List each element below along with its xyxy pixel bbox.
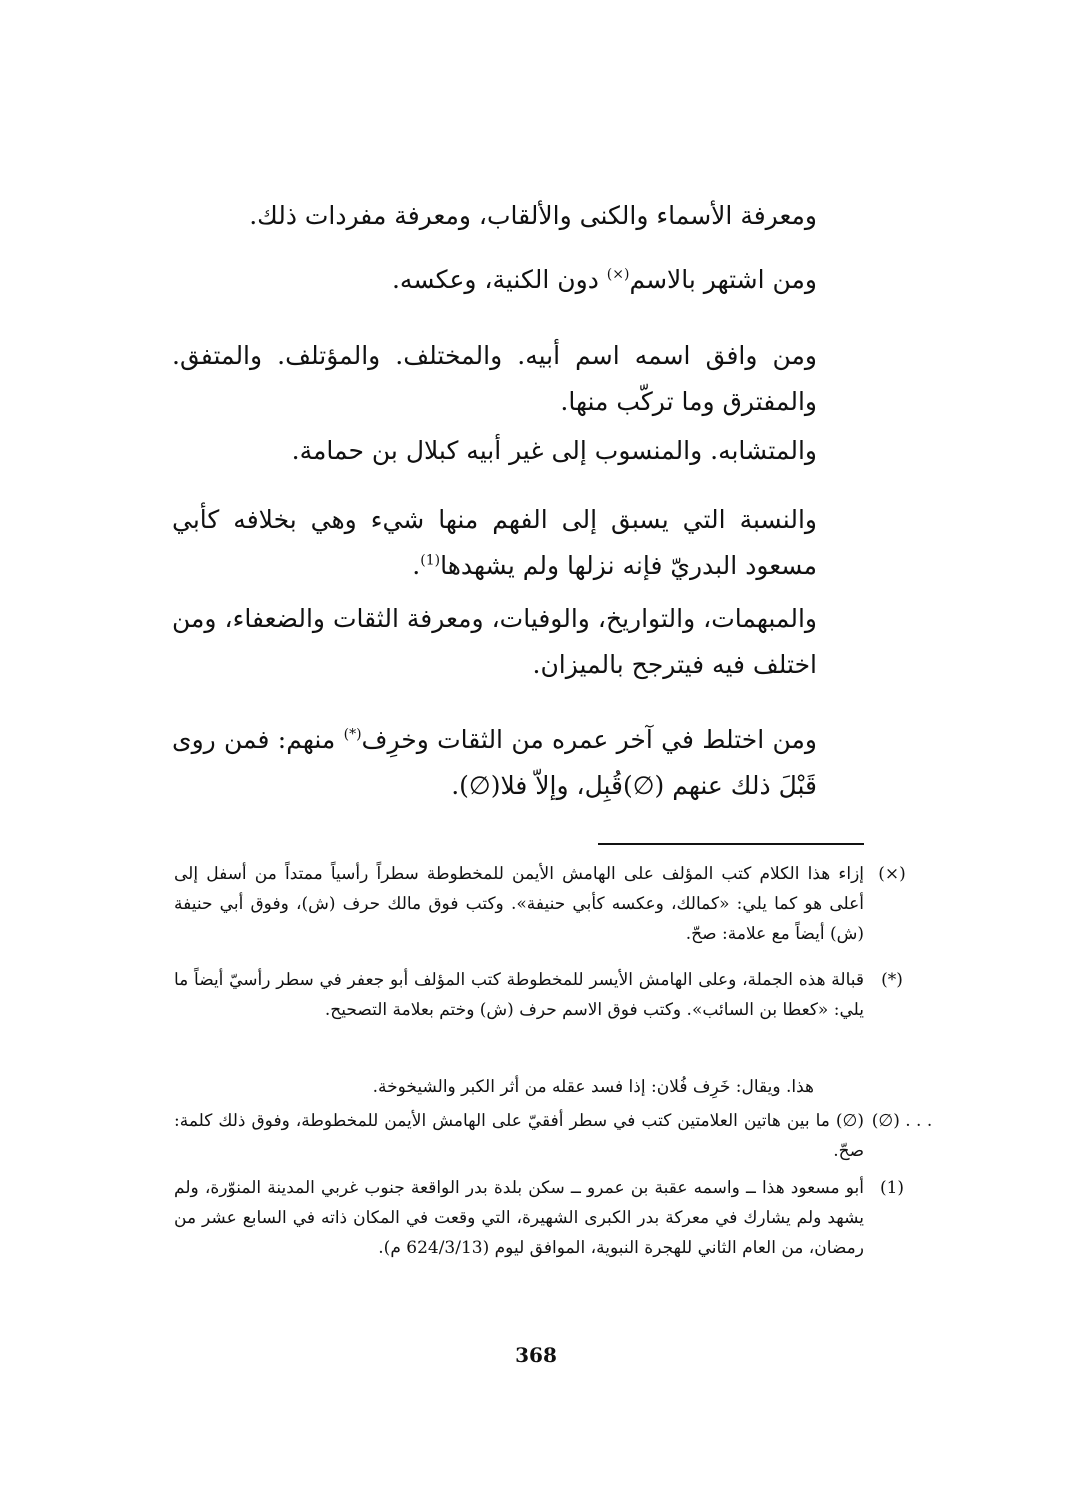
footnote-marker: (×)	[878, 864, 906, 884]
main-paragraph-agreement-text: ومن وافق اسمه اسم أبيه. والمختلف. والمؤتلف. والمتفق. والمفترق وما تركّب منها.	[172, 341, 817, 416]
main-line-fame-before: ومن اشتهر بالاسم	[629, 265, 817, 294]
main-paragraph-confused-before: ومن اختلط في آخر عمره من الثقات وخرِف	[361, 725, 817, 754]
footnote-marker: (*)	[881, 970, 903, 990]
main-paragraph-lineage-text	[172, 497, 860, 589]
main-paragraph-ambiguous	[172, 596, 860, 688]
footnote-separator	[598, 843, 864, 845]
main-line-similar: والمتشابه. والمنسوب إلى غير أبيه كبلال بن حمامة.	[291, 436, 817, 465]
main-paragraph-lineage-before: والنسبة التي يسبق إلى الفهم منها شيء وهي بخلافه كأبي مسعود البدريّ فإنه نزلها ولم يشهدها	[172, 505, 817, 580]
page-number: 368	[515, 1343, 557, 1367]
main-paragraph-agreement	[172, 333, 860, 425]
main-paragraph-ambiguous-text: والمبهمات، والتواريخ، والوفيات، ومعرفة الثقات والضعفاء، ومن اختلف فيه فيترجح بالميزان.	[172, 604, 817, 679]
main-paragraph-lineage-after: .	[412, 551, 421, 580]
footnote-1	[174, 1173, 905, 1263]
footnote-text: أبو مسعود هذا ــ واسمه عقبة بن عمرو ــ سكن بلدة بدر الواقعة جنوب غربي المدينة المنوّرة، ولم يشهد ولم يشارك في معركة بدر الكبرى الشهيرة، التي وقعت في المكان ذاته في السابع عشر من رمضان، من العام الثاني للهجرة النبوية، الموافق ليوم (624/3/13 م).	[174, 1178, 864, 1258]
footnote-ref-x: (×)	[606, 266, 630, 283]
footnote-null	[174, 1106, 933, 1166]
main-paragraph-lineage	[172, 497, 860, 589]
footnote-ref-star: (*)	[343, 726, 362, 743]
footnote-text: إزاء هذا الكلام كتب المؤلف على الهامش الأيمن للمخطوطة سطراً رأسياً ممتداً من أسفل إلى أعلى هو كما يلي: «كمالك، وعكسه كأبي حنيفة». وكتب فوق مالك حرف (ش)، وفوق أبي حنيفة (ش) أيضاً مع علامة: صحّ.	[174, 864, 864, 944]
main-paragraph-confused	[172, 717, 860, 809]
footnote-star-continuation: هذا. ويقال: خَرِف فُلان: إذا فسد عقله من أثر الكبر والشيخوخة.	[372, 1077, 814, 1097]
main-line-names: ومعرفة الأسماء والكنى والألقاب، ومعرفة مفردات ذلك.	[249, 201, 817, 230]
footnote-x	[174, 859, 906, 949]
footnote-star	[174, 965, 903, 1025]
main-line-fame	[392, 257, 817, 303]
footnote-marker: (∅) . . .	[871, 1111, 933, 1131]
footnote-ref-1: (1)	[420, 552, 441, 569]
footnote-marker: (1)	[879, 1178, 905, 1198]
main-line-fame-after: دون الكنية، وعكسه.	[391, 265, 607, 294]
main-paragraph-confused-text	[172, 717, 860, 809]
footnote-text: (∅) ما بين هاتين العلامتين كتب في سطر أفقيّ على الهامش الأيمن للمخطوطة، وفوق ذلك كلمة: صحّ.	[174, 1111, 864, 1161]
main-paragraph-confused-after: منهم: فمن روى قَبْلَ ذلك عنهم (∅)قُبِل، وإلاّ فلا(∅).	[172, 725, 817, 800]
footnote-text: قبالة هذه الجملة، وعلى الهامش الأيسر للمخطوطة كتب المؤلف أبو جعفر في سطر رأسيّ أيضاً ما يلي: «كعطا بن السائب». وكتب فوق الاسم حرف (ش) وختم بعلامة التصحيح.	[174, 970, 864, 1020]
